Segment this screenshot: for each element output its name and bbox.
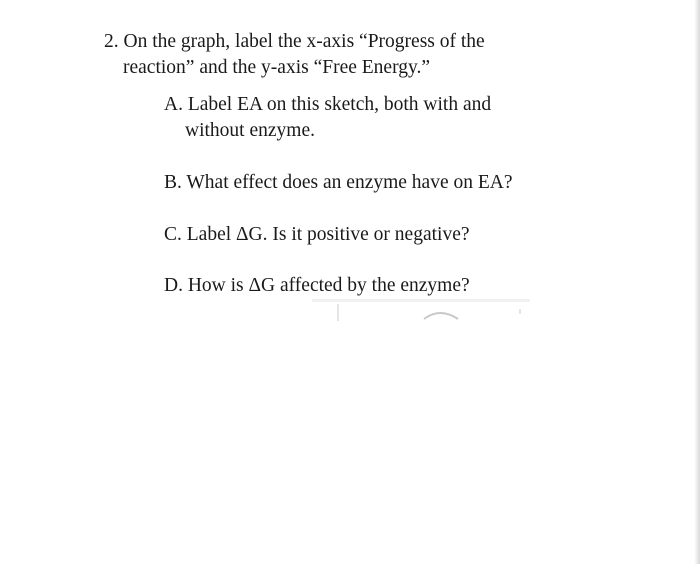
part-a-line-2: without enzyme. [185,120,315,141]
page-edge-shadow [694,0,700,564]
part-a-line-1: A. Label EA on this sketch, both with and [164,94,492,115]
question-2-line-2: reaction” and the y-axis “Free Energy.” [123,57,430,78]
part-a [164,92,491,144]
graph-sketch-fragment [312,299,530,321]
sketch-curve-peak [424,313,458,319]
part-c: C. Label ΔG. Is it positive or negative? [164,224,470,245]
part-b: B. What effect does an enzyme have on EA? [164,172,513,193]
question-2-line-1: 2. On the graph, label the x-axis “Progress of the [104,31,485,52]
sketch-top-edge [312,299,530,302]
part-d: D. How is ΔG affected by the enzyme? [164,275,470,296]
question-2 [104,29,544,81]
